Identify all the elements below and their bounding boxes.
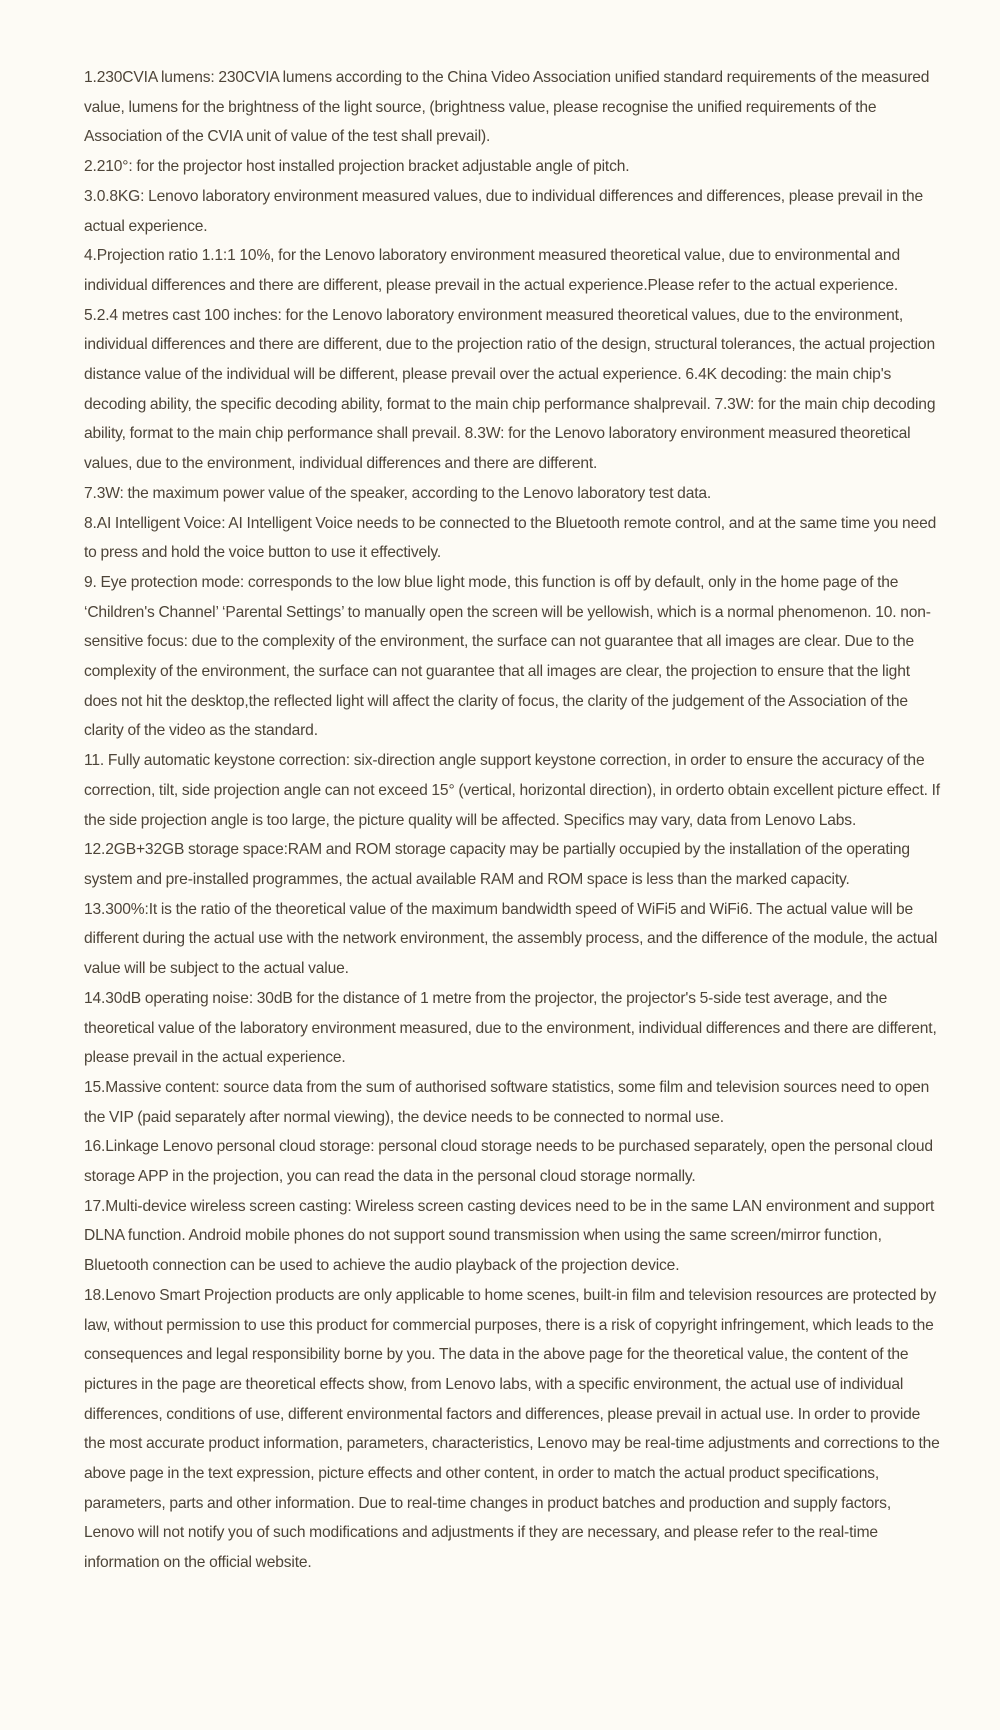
- note-13-wifi: 13.300%:It is the ratio of the theoretical value of the maximum bandwidth speed of WiFi5 and WiFi6. The actual value will be different during the actual use with the network environment, the assembly process, and the difference of the module, the actual value will be subject to the actual value.: [84, 900, 938, 978]
- note-8-ai-voice: 8.AI Intelligent Voice: AI Intelligent Voice needs to be connected to the Bluetooth remote control, and at the same time you need to press and hold the voice button to use it effectively.: [84, 514, 937, 562]
- note-1-cvia-lumens: 1.230CVIA lumens: 230CVIA lumens according to the China Video Association unified standard requirements of the measured value, lumens for the brightness of the light source, (brightness value, please recognise the unified requirements of the Association of the CVIA unit of value of the test shall prevail).: [84, 69, 930, 146]
- note-14-operating-noise: 14.30dB operating noise: 30dB for the distance of 1 metre from the projector, the projector's 5-side test average, and the theoretical value of the laboratory environment measured, due to the environment, individual differences and there are different, please prevail in the actual experience.: [84, 989, 937, 1067]
- note-16-cloud-storage: 16.Linkage Lenovo personal cloud storage: personal cloud storage needs to be purchased separately, open the personal cloud storage APP in the projection, you can read the data in the personal cloud storage normally.: [84, 1138, 933, 1186]
- note-7-speaker-power: 7.3W: the maximum power value of the speaker, according to the Lenovo laboratory test data.: [84, 484, 712, 502]
- disclaimer-notes-list: [84, 63, 942, 1578]
- note-15-massive-content: 15.Massive content: source data from the sum of authorised software statistics, some film and television sources need to open the VIP (paid separately after normal viewing), the device needs to be connected to normal use.: [84, 1078, 930, 1126]
- note-17-screen-casting: 17.Multi-device wireless screen casting: Wireless screen casting devices need to be in the same LAN environment and support DLNA function. Android mobile phones do not support sound transmission when using the same screen/mirror function, Bluetooth connection can be used to achieve the audio playback of the projection device.: [84, 1197, 935, 1275]
- note-18-legal-disclaimer: 18.Lenovo Smart Projection products are only applicable to home scenes, built-in film and television resources are protected by law, without permission to use this product for commercial purposes, there is a risk of copyright infringement, which leads to the consequences and legal responsibility borne by you. The data in the above page for the theoretical value, the content of the pictures in the page are theoretical effects show, from Lenovo labs, with a specific environment, the actual use of individual differences, conditions of use, different environmental factors and differences, please prevail in actual use. In order to provide the most accurate product information, parameters, characteristics, Lenovo may be real-time adjustments and corrections to the above page in the text expression, picture effects and other content, in order to match the actual product specifications, parameters, parts and other information. Due to real-time changes in product batches and production and supply factors, Lenovo will not notify you of such modifications and adjustments if they are necessary, and please refer to the real-time information on the official website.: [84, 1286, 940, 1572]
- note-5-throw-distance: 5.2.4 metres cast 100 inches: for the Lenovo laboratory environment measured theoretical values, due to the environment, individual differences and there are different, due to the projection ratio of the design, structural tolerances, the actual projection distance value of the individual will be different, please prevail over the actual experience. 6.4K decoding: the main chip's decoding ability, the specific decoding ability, format to the main chip performance shalprevail. 7.3W: for the main chip decoding ability, format to the main chip performance shall prevail. 8.3W: for the Lenovo laboratory environment measured theoretical values, due to the environment, individual differences and there are different.: [84, 306, 936, 473]
- note-4-projection-ratio: 4.Projection ratio 1.1:1 10%, for the Lenovo laboratory environment measured theoretical value, due to environmental and individual differences and there are different, please prevail in the actual experience.Please refer to the actual experience.: [84, 247, 900, 294]
- note-3-weight: 3.0.8KG: Lenovo laboratory environment measured values, due to individual differences and differences, please prevail in the actual experience.: [84, 187, 924, 235]
- note-2-pitch-angle: 2.210°: for the projector host installed projection bracket adjustable angle of pitch.: [84, 158, 630, 176]
- note-12-storage: 12.2GB+32GB storage space:RAM and ROM storage capacity may be partially occupied by the installation of the operating system and pre-installed programmes, the actual available RAM and ROM space is less than the marked capacity.: [84, 841, 910, 888]
- note-11-keystone-correction: 11. Fully automatic keystone correction: six-direction angle support keystone correction, in order to ensure the accuracy of the correction, tilt, side projection angle can not exceed 15° (vertical, horizontal direction), in orderto obtain excellent picture effect. If the side projection angle is too large, the picture quality will be affected. Specifics may vary, data from Lenovo Labs.: [84, 752, 940, 829]
- note-9-eye-protection: 9. Eye protection mode: corresponds to the low blue light mode, this function is off by default, only in the home page of the ‘Children's Channel’ ‘Parental Settings’ to manually open the screen will be yellowish, which is a normal phenomenon. 10. non-sensitive focus: due to the complexity of the environment, the surface can not guarantee that all images are clear. Due to the complexity of the environment, the surface can not guarantee that all images are clear, the projection to ensure that the light does not hit the desktop,the reflected light will affect the clarity of focus, the clarity of the judgement of the Association of the clarity of the video as the standard.: [84, 573, 931, 740]
